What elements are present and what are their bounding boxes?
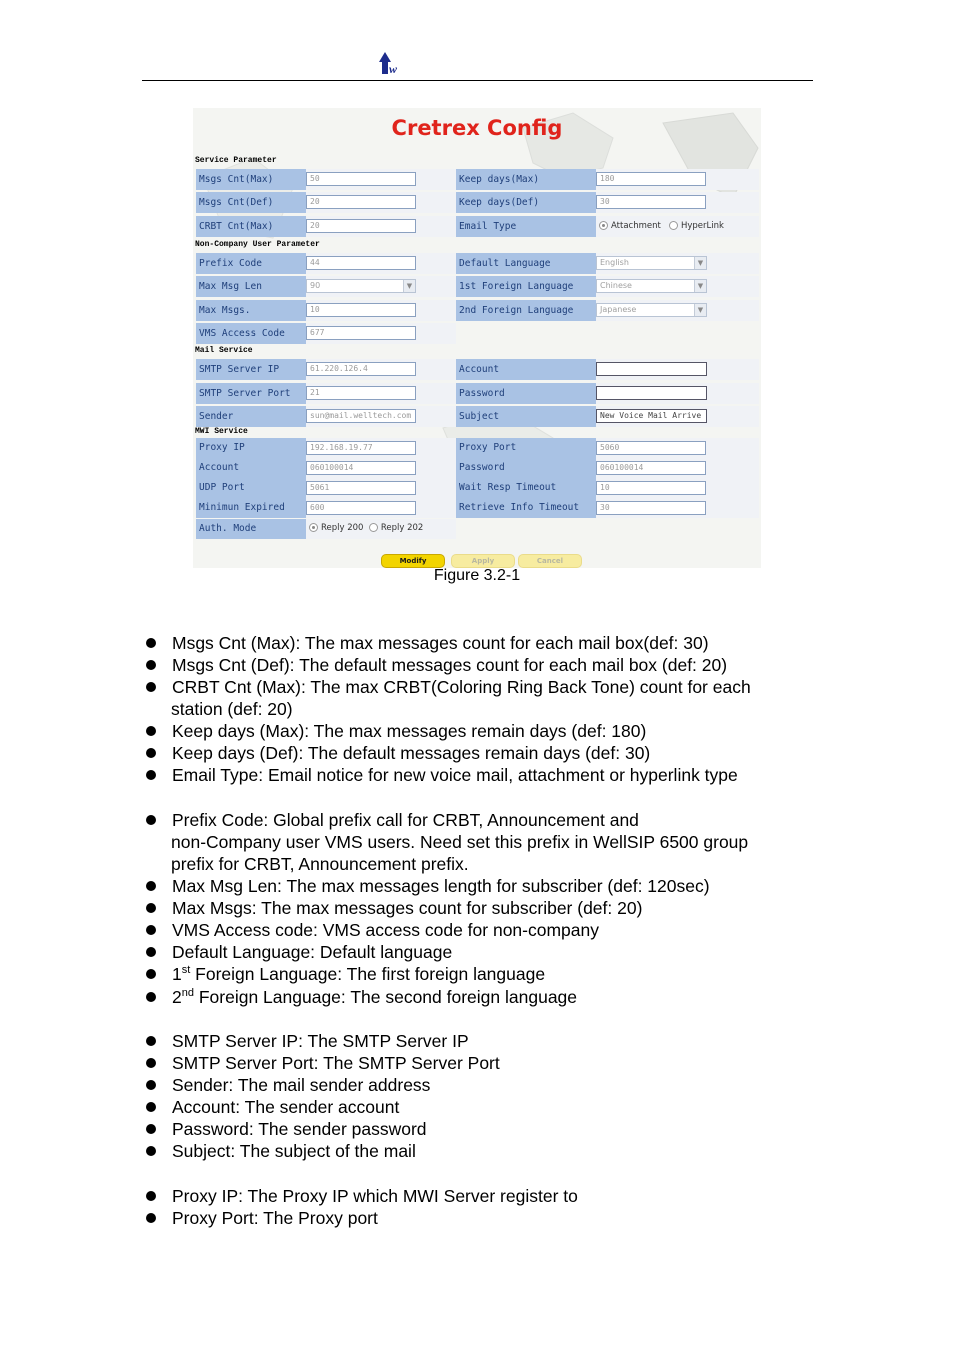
crbt-cnt-max-input[interactable]: 20: [306, 219, 416, 233]
prefix-code-input[interactable]: 44: [306, 256, 416, 270]
chevron-down-icon: ▼: [694, 304, 706, 316]
password-label: Password: [456, 383, 596, 404]
modify-button[interactable]: Modify: [381, 554, 445, 568]
svg-text:w: w: [389, 62, 398, 76]
smtp-server-ip-input[interactable]: 61.220.126.4: [306, 362, 416, 376]
auth-mode-label: Auth. Mode: [196, 519, 306, 539]
bullet-icon: [146, 969, 156, 979]
udp-port-input[interactable]: 5061: [306, 481, 416, 495]
bullet-icon: [146, 1191, 156, 1201]
bullet-icon: [146, 726, 156, 736]
reply-200-radio[interactable]: [309, 523, 318, 532]
default-language-select[interactable]: English ▼: [596, 256, 707, 270]
msgs-cnt-def-input[interactable]: 20: [306, 195, 416, 209]
account-label: Account: [456, 359, 596, 380]
max-msg-len-label: Max Msg Len: [196, 276, 306, 297]
smtp-server-port-label: SMTP Server Port: [196, 383, 306, 404]
list-item-continuation: non-Company user VMS users. Need set this prefix in WellSIP 6500 group: [171, 832, 749, 852]
default-language-label: Default Language: [456, 253, 596, 274]
chevron-down-icon: ▼: [694, 280, 706, 292]
bullet-icon: [146, 925, 156, 935]
bullet-icon: [146, 1146, 156, 1156]
max-msg-len-select[interactable]: 90 ▼: [306, 279, 416, 293]
minimun-expired-input[interactable]: 600: [306, 501, 416, 515]
smtp-server-port-input[interactable]: 21: [306, 386, 416, 400]
wait-resp-timeout-input[interactable]: 10: [596, 481, 706, 495]
keep-days-max-input[interactable]: 180: [596, 172, 706, 186]
hyperlink-label: HyperLink: [680, 221, 724, 231]
bullet-icon: [146, 1213, 156, 1223]
header-rule: [142, 80, 813, 81]
mwi-account-input[interactable]: 060100014: [306, 461, 416, 475]
bullet-icon: [146, 682, 156, 692]
bullet-icon: [146, 1058, 156, 1068]
bullet-icon: [146, 881, 156, 891]
section-non-company-user-parameter: Non-Company User Parameter: [195, 240, 320, 249]
reply-200-label: Reply 200: [321, 523, 364, 533]
second-foreign-language-label: 2nd Foreign Language: [456, 300, 596, 321]
proxy-ip-input[interactable]: 192.168.19.77: [306, 441, 416, 455]
sender-label: Sender: [196, 406, 306, 427]
bullet-icon: [146, 638, 156, 648]
list-item-continuation: station (def: 20): [171, 699, 293, 719]
bullet-icon: [146, 660, 156, 670]
section-mwi-service: MWI Service: [195, 427, 248, 436]
proxy-port-label: Proxy Port: [456, 438, 596, 458]
mwi-account-label: Account: [196, 458, 306, 478]
first-foreign-language-select[interactable]: Chinese ▼: [596, 279, 707, 293]
section-mail-service: Mail Service: [195, 346, 253, 355]
mwi-password-input[interactable]: 060100014: [596, 461, 706, 475]
bullet-icon: [146, 815, 156, 825]
figure-caption: Figure 3.2-1: [433, 567, 521, 584]
hyperlink-radio[interactable]: [669, 221, 678, 230]
chevron-down-icon: ▼: [694, 257, 706, 269]
cancel-button[interactable]: Cancel: [518, 554, 582, 568]
max-msgs-input[interactable]: 10: [306, 303, 416, 317]
minimun-expired-label: Minimun Expired: [196, 498, 306, 518]
auth-mode-options: [309, 518, 423, 539]
company-logo-icon: [378, 50, 404, 76]
section-service-parameter: Service Parameter: [195, 156, 277, 165]
list-item-continuation: prefix for CRBT, Announcement prefix.: [171, 854, 469, 874]
proxy-ip-label: Proxy IP: [196, 438, 306, 458]
udp-port-label: UDP Port: [196, 478, 306, 498]
proxy-port-input[interactable]: 5060: [596, 441, 706, 455]
bullet-icon: [146, 903, 156, 913]
password-input[interactable]: [596, 386, 707, 400]
msgs-cnt-max-input[interactable]: 50: [306, 172, 416, 186]
wait-resp-timeout-label: Wait Resp Timeout: [456, 478, 596, 498]
email-type-label: Email Type: [456, 216, 596, 237]
subject-label: Subject: [456, 406, 596, 427]
keep-days-def-input[interactable]: 30: [596, 195, 706, 209]
reply-202-radio[interactable]: [369, 523, 378, 532]
email-type-options: [599, 216, 724, 237]
bullet-icon: [146, 1036, 156, 1046]
bullet-icon: [146, 947, 156, 957]
bullet-icon: [146, 1080, 156, 1090]
bullet-icon: [146, 1102, 156, 1112]
attachment-radio[interactable]: [599, 221, 608, 230]
attachment-label: Attachment: [611, 221, 661, 231]
bullet-icon: [146, 992, 156, 1002]
vms-access-code-input[interactable]: 677: [306, 326, 416, 340]
mwi-password-label: Password: [456, 458, 596, 478]
msgs-cnt-def-label: Msgs Cnt(Def): [196, 192, 306, 213]
subject-input[interactable]: New Voice Mail Arrive: [596, 409, 707, 423]
second-foreign-language-select[interactable]: Japanese ▼: [596, 303, 707, 317]
bullet-icon: [146, 1124, 156, 1134]
max-msgs-label: Max Msgs.: [196, 300, 306, 321]
app-title: Cretrex Config: [391, 116, 563, 140]
config-screenshot: [193, 108, 761, 568]
apply-button[interactable]: Apply: [451, 554, 515, 568]
prefix-code-label: Prefix Code: [196, 253, 306, 274]
keep-days-max-label: Keep days(Max): [456, 169, 596, 190]
retrieve-info-timeout-input[interactable]: 30: [596, 501, 706, 515]
sender-input[interactable]: sun@mail.welltech.com: [306, 409, 416, 423]
retrieve-info-timeout-label: Retrieve Info Timeout: [456, 498, 596, 518]
smtp-server-ip-label: SMTP Server IP: [196, 359, 306, 380]
vms-access-code-label: VMS Access Code: [196, 323, 306, 344]
first-foreign-language-label: 1st Foreign Language: [456, 276, 596, 297]
reply-202-label: Reply 202: [380, 523, 424, 533]
chevron-down-icon: ▼: [403, 280, 415, 292]
bullet-icon: [146, 770, 156, 780]
bullet-icon: [146, 748, 156, 758]
account-input[interactable]: [596, 362, 707, 376]
msgs-cnt-max-label: Msgs Cnt(Max): [196, 169, 306, 190]
keep-days-def-label: Keep days(Def): [456, 192, 596, 213]
crbt-cnt-max-label: CRBT Cnt(Max): [196, 216, 306, 237]
